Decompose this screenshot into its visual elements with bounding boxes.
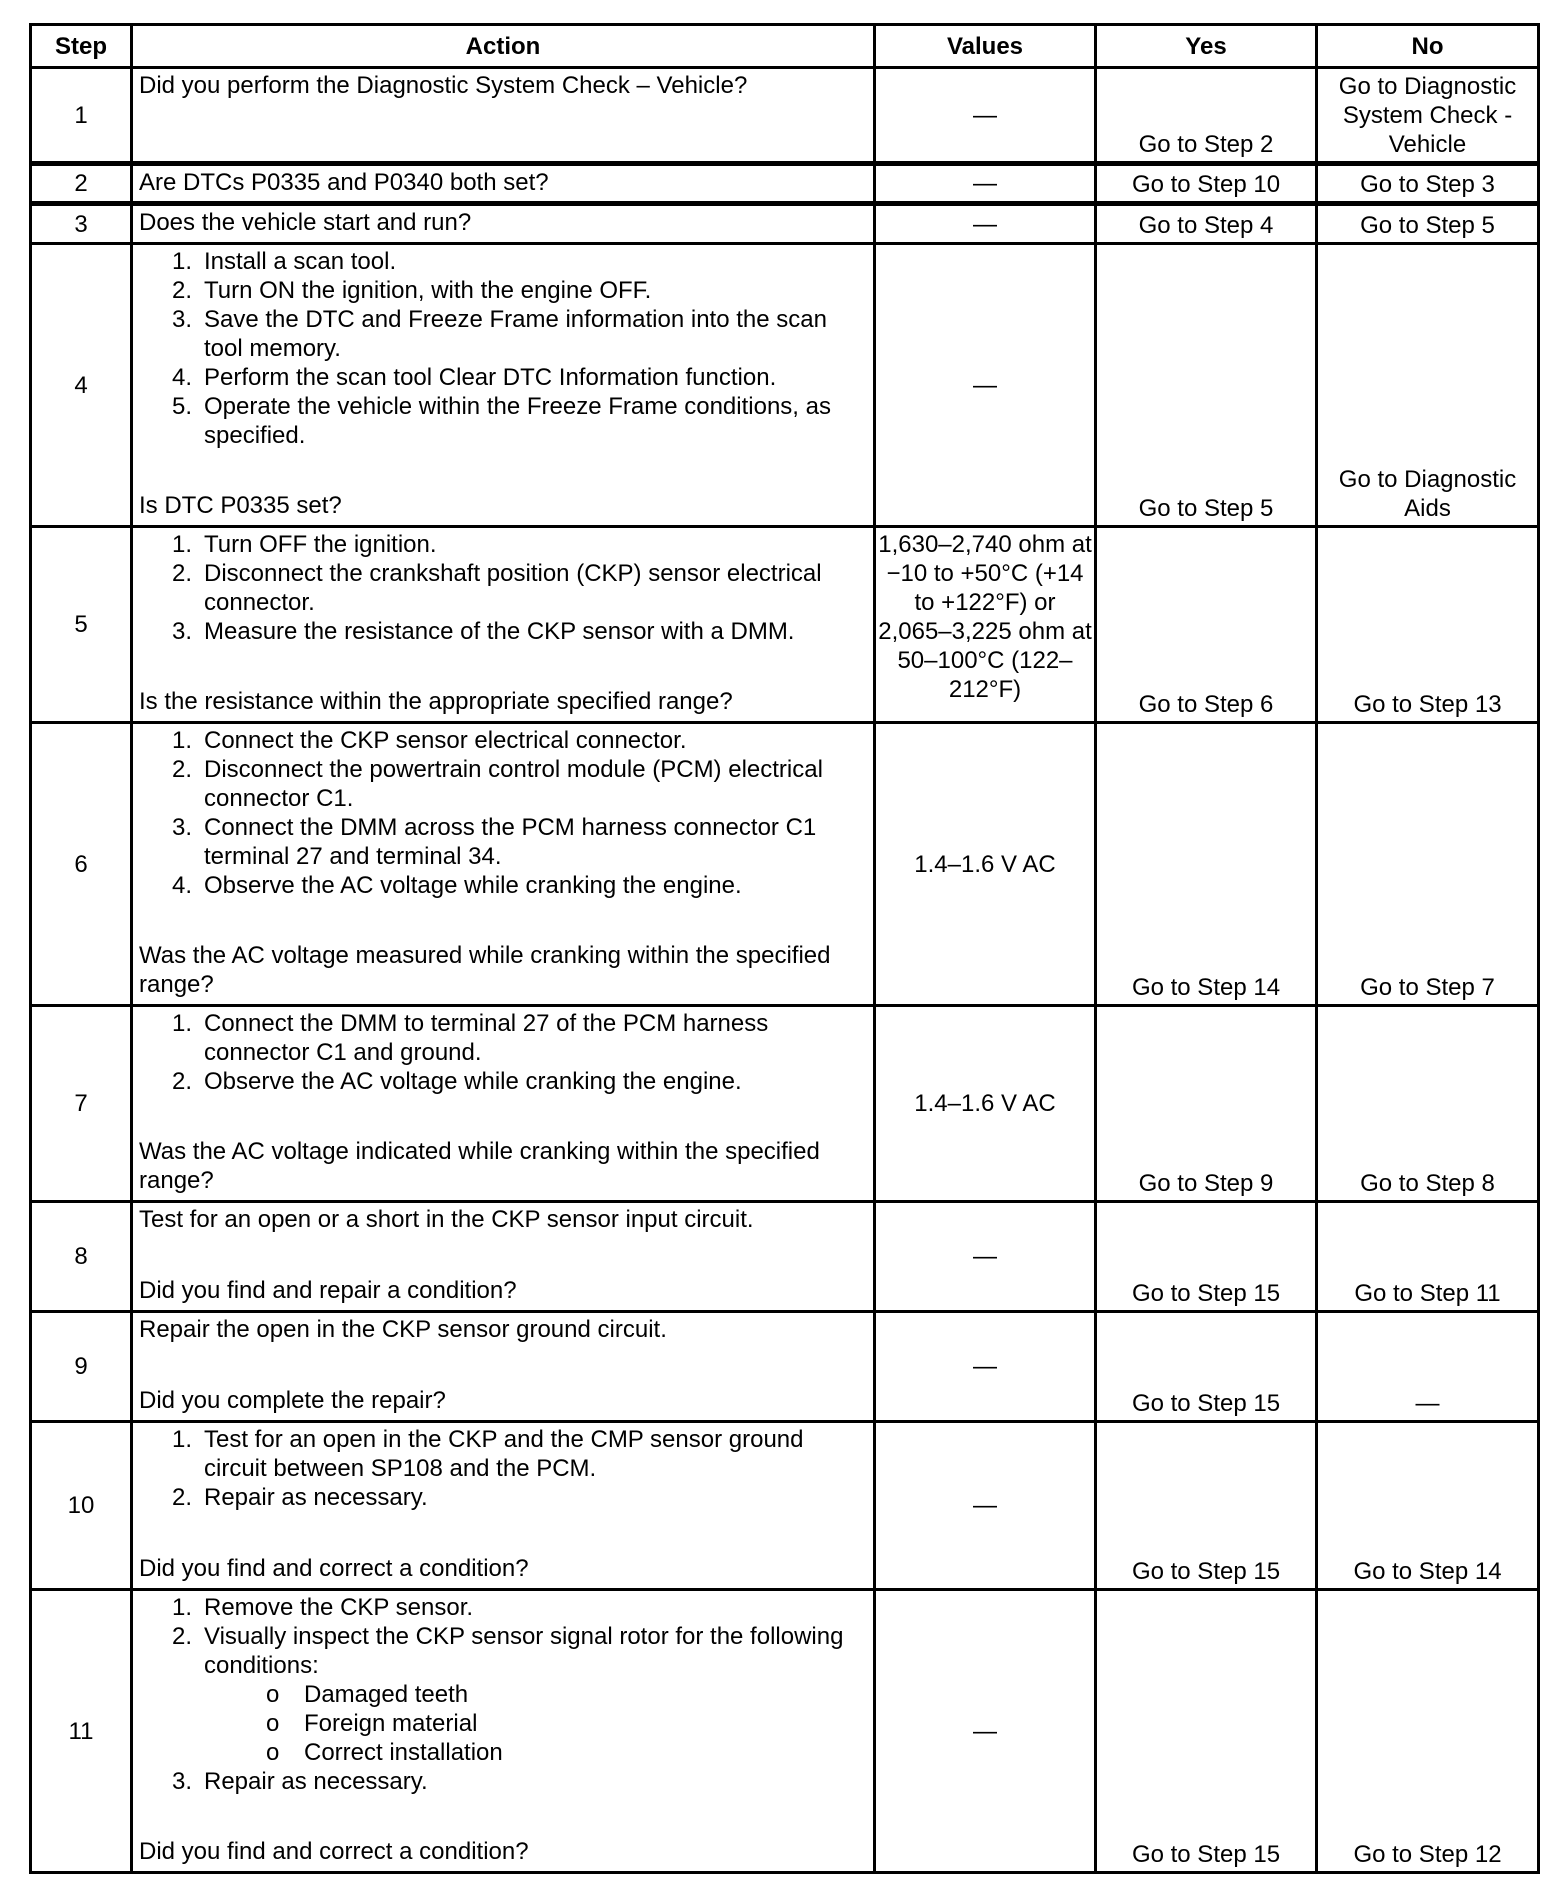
action-spacer	[139, 646, 867, 687]
bullet-icon: o	[266, 1739, 280, 1766]
no-cell: Go to Step 13	[1317, 527, 1539, 723]
table-row	[31, 244, 1539, 527]
table-body	[31, 68, 1539, 1873]
action-content	[139, 247, 867, 520]
action-step-text: Repair as necessary.	[204, 1768, 428, 1795]
action-step-number: 2.	[172, 1068, 193, 1095]
action-step-text: Connect the DMM to terminal 27 of the PCM harness connector C1 and ground.	[204, 1010, 769, 1066]
action-spacer	[139, 1512, 867, 1554]
values-cell: —	[875, 68, 1096, 164]
header-values: Values	[875, 25, 1096, 68]
no-cell: Go to Step 8	[1317, 1006, 1539, 1202]
action-steps	[139, 1009, 867, 1096]
action-question: Is DTC P0335 set?	[139, 492, 342, 519]
action-question: Does the vehicle start and run?	[139, 209, 472, 236]
action-step-number: 1.	[172, 248, 193, 275]
action-steps	[139, 247, 867, 450]
action-content	[139, 530, 867, 716]
action-cell	[132, 1202, 875, 1312]
action-step-number: 2.	[172, 756, 193, 783]
action-step-text: Turn ON the ignition, with the engine OFF.	[204, 277, 652, 304]
action-intro: Test for an open or a short in the CKP sensor input circuit.	[139, 1206, 754, 1233]
action-content	[139, 1425, 867, 1583]
action-question: Did you perform the Diagnostic System Check – Vehicle?	[139, 72, 748, 99]
action-step-text: Operate the vehicle within the Freeze Frame conditions, as specified.	[204, 393, 831, 449]
action-step-number: 3.	[172, 1768, 193, 1795]
action-content	[139, 168, 867, 198]
action-step	[139, 755, 867, 813]
step-cell: 10	[31, 1422, 132, 1590]
yes-cell: Go to Step 6	[1096, 527, 1317, 723]
action-cell	[132, 244, 875, 527]
action-step	[139, 1593, 867, 1622]
step-cell: 9	[31, 1312, 132, 1422]
table-row	[31, 68, 1539, 164]
action-step-text: Connect the DMM across the PCM harness connector C1 terminal 27 and terminal 34.	[204, 814, 817, 870]
step-cell: 11	[31, 1590, 132, 1873]
action-step-number: 1.	[172, 1594, 193, 1621]
table-row	[31, 1590, 1539, 1873]
step-cell: 1	[31, 68, 132, 164]
action-intro: Repair the open in the CKP sensor ground circuit.	[139, 1316, 667, 1343]
no-cell: —	[1317, 1312, 1539, 1422]
action-step-text: Save the DTC and Freeze Frame information into the scan tool memory.	[204, 306, 827, 362]
action-step-text-wrap	[204, 1009, 867, 1067]
values-cell: —	[875, 1202, 1096, 1312]
step-cell: 2	[31, 164, 132, 204]
action-step-text-wrap	[204, 363, 867, 392]
action-step-text: Observe the AC voltage while cranking the engine.	[204, 1068, 742, 1095]
diagnostic-page	[29, 23, 1537, 1874]
values-cell: 1.4–1.6 V AC	[875, 1006, 1096, 1202]
action-step-text-wrap	[204, 530, 867, 559]
yes-cell: Go to Step 4	[1096, 204, 1317, 244]
action-step	[139, 305, 867, 363]
values-cell: —	[875, 1422, 1096, 1590]
table-row	[31, 1202, 1539, 1312]
yes-cell: Go to Step 5	[1096, 244, 1317, 527]
yes-cell: Go to Step 15	[1096, 1312, 1317, 1422]
header-no: No	[1317, 25, 1539, 68]
action-question: Did you find and correct a condition?	[139, 1838, 529, 1865]
condition-list	[204, 1680, 867, 1767]
no-cell: Go to Step 12	[1317, 1590, 1539, 1873]
yes-cell: Go to Step 15	[1096, 1590, 1317, 1873]
action-step	[139, 1622, 867, 1767]
action-step-text-wrap	[204, 305, 867, 363]
condition-item	[204, 1680, 867, 1709]
table-row	[31, 1312, 1539, 1422]
action-step-text-wrap	[204, 1593, 867, 1622]
action-step-number: 2.	[172, 277, 193, 304]
action-step-number: 1.	[172, 531, 193, 558]
action-cell	[132, 1422, 875, 1590]
action-question: Is the resistance within the appropriate specified range?	[139, 688, 733, 715]
action-question: Did you find and repair a condition?	[139, 1277, 517, 1304]
diagnostic-table	[29, 23, 1540, 1874]
action-step-number: 3.	[172, 814, 193, 841]
action-content	[139, 1593, 867, 1866]
action-step-text-wrap	[204, 813, 867, 871]
action-step-number: 1.	[172, 1010, 193, 1037]
no-cell: Go to Step 5	[1317, 204, 1539, 244]
bullet-icon: o	[266, 1710, 280, 1737]
step-cell: 4	[31, 244, 132, 527]
action-step	[139, 276, 867, 305]
action-step	[139, 1009, 867, 1067]
action-steps	[139, 726, 867, 900]
action-step-text-wrap	[204, 392, 867, 450]
condition-item	[204, 1738, 867, 1767]
action-step-number: 3.	[172, 618, 193, 645]
action-content	[139, 208, 867, 238]
action-question: Was the AC voltage measured while cranking within the specified range?	[139, 942, 831, 998]
no-cell: Go to Step 14	[1317, 1422, 1539, 1590]
action-step-number: 4.	[172, 364, 193, 391]
action-step-text: Test for an open in the CKP and the CMP sensor ground circuit between SP108 and the PCM.	[204, 1426, 804, 1482]
action-step	[139, 1767, 867, 1796]
action-step	[139, 1425, 867, 1483]
table-row	[31, 1422, 1539, 1590]
values-cell: 1.4–1.6 V AC	[875, 723, 1096, 1006]
values-cell: —	[875, 204, 1096, 244]
action-step-text-wrap	[204, 1767, 867, 1796]
no-cell: Go to Step 11	[1317, 1202, 1539, 1312]
header-step: Step	[31, 25, 132, 68]
no-cell: Go to Step 7	[1317, 723, 1539, 1006]
action-step-number: 1.	[172, 727, 193, 754]
action-step-text: Perform the scan tool Clear DTC Information function.	[204, 364, 777, 391]
action-step-number: 5.	[172, 393, 193, 420]
action-question: Did you complete the repair?	[139, 1387, 446, 1414]
values-cell: —	[875, 244, 1096, 527]
action-step-text: Visually inspect the CKP sensor signal rotor for the following conditions:	[204, 1623, 844, 1679]
action-step-text: Connect the CKP sensor electrical connector.	[204, 727, 687, 754]
action-steps	[139, 1425, 867, 1512]
action-cell	[132, 723, 875, 1006]
action-step-number: 3.	[172, 306, 193, 333]
action-step-text-wrap	[204, 871, 867, 900]
action-cell	[132, 204, 875, 244]
action-step-text: Measure the resistance of the CKP sensor with a DMM.	[204, 618, 795, 645]
action-step	[139, 813, 867, 871]
values-cell: —	[875, 1590, 1096, 1873]
step-cell: 6	[31, 723, 132, 1006]
step-cell: 5	[31, 527, 132, 723]
values-cell: —	[875, 164, 1096, 204]
action-step-text-wrap	[204, 1622, 867, 1767]
action-content	[139, 726, 867, 999]
action-step	[139, 871, 867, 900]
step-cell: 8	[31, 1202, 132, 1312]
yes-cell: Go to Step 10	[1096, 164, 1317, 204]
action-step-number: 1.	[172, 1426, 193, 1453]
action-step-text-wrap	[204, 247, 867, 276]
action-step-text: Disconnect the crankshaft position (CKP) sensor electrical connector.	[204, 560, 822, 616]
action-spacer	[139, 1344, 867, 1386]
yes-cell: Go to Step 15	[1096, 1202, 1317, 1312]
action-cell	[132, 68, 875, 164]
action-step-text-wrap	[204, 617, 867, 646]
action-cell	[132, 164, 875, 204]
action-content	[139, 1009, 867, 1195]
action-step-text-wrap	[204, 1425, 867, 1483]
yes-cell: Go to Step 9	[1096, 1006, 1317, 1202]
action-steps	[139, 1593, 867, 1796]
yes-cell: Go to Step 2	[1096, 68, 1317, 164]
action-cell	[132, 1590, 875, 1873]
values-cell: —	[875, 1312, 1096, 1422]
action-step	[139, 392, 867, 450]
action-step	[139, 617, 867, 646]
action-step-text-wrap	[204, 1483, 867, 1512]
step-cell: 3	[31, 204, 132, 244]
header-yes: Yes	[1096, 25, 1317, 68]
action-step-text-wrap	[204, 1067, 867, 1096]
condition-item	[204, 1709, 867, 1738]
no-cell: Go to Diagnostic System Check - Vehicle	[1317, 68, 1539, 164]
action-step	[139, 559, 867, 617]
yes-cell: Go to Step 15	[1096, 1422, 1317, 1590]
action-step-number: 2.	[172, 1484, 193, 1511]
action-content	[139, 71, 867, 157]
no-cell: Go to Step 3	[1317, 164, 1539, 204]
action-step-text: Install a scan tool.	[204, 248, 397, 275]
action-spacer	[139, 1234, 867, 1276]
values-cell: 1,630–2,740 ohm at −10 to +50°C (+14 to +122°F) or 2,065–3,225 ohm at 50–100°C (122–212°F)	[875, 527, 1096, 723]
action-step-number: 4.	[172, 872, 193, 899]
step-cell: 7	[31, 1006, 132, 1202]
action-steps	[139, 530, 867, 646]
yes-cell: Go to Step 14	[1096, 723, 1317, 1006]
action-step	[139, 530, 867, 559]
no-cell: Go to Diagnostic Aids	[1317, 244, 1539, 527]
action-spacer	[139, 1796, 867, 1837]
bullet-icon: o	[266, 1681, 280, 1708]
action-step-text-wrap	[204, 276, 867, 305]
action-content	[139, 1315, 867, 1415]
action-step-text: Observe the AC voltage while cranking the engine.	[204, 872, 742, 899]
action-content	[139, 1205, 867, 1305]
action-step-text: Turn OFF the ignition.	[204, 531, 437, 558]
table-row	[31, 527, 1539, 723]
action-question: Are DTCs P0335 and P0340 both set?	[139, 169, 549, 196]
action-step	[139, 247, 867, 276]
action-cell	[132, 527, 875, 723]
action-step-text-wrap	[204, 559, 867, 617]
action-step-text: Remove the CKP sensor.	[204, 1594, 474, 1621]
table-row	[31, 164, 1539, 204]
action-spacer	[139, 450, 867, 491]
action-step	[139, 726, 867, 755]
header-action: Action	[132, 25, 875, 68]
table-row	[31, 723, 1539, 1006]
action-step-text: Disconnect the powertrain control module (PCM) electrical connector C1.	[204, 756, 823, 812]
action-step-text-wrap	[204, 755, 867, 813]
action-spacer	[139, 900, 867, 941]
action-step	[139, 1483, 867, 1512]
action-spacer	[139, 1096, 867, 1137]
action-step-number: 2.	[172, 1623, 193, 1650]
header-row	[31, 25, 1539, 68]
action-question: Was the AC voltage indicated while cranking within the specified range?	[139, 1138, 820, 1194]
action-step-text: Repair as necessary.	[204, 1484, 428, 1511]
action-step-number: 2.	[172, 560, 193, 587]
action-step	[139, 1067, 867, 1096]
action-cell	[132, 1006, 875, 1202]
table-row	[31, 204, 1539, 244]
action-step	[139, 363, 867, 392]
table-row	[31, 1006, 1539, 1202]
condition-text: Correct installation	[304, 1739, 503, 1766]
condition-text: Damaged teeth	[304, 1681, 469, 1708]
action-step-text-wrap	[204, 726, 867, 755]
action-question: Did you find and correct a condition?	[139, 1555, 529, 1582]
action-cell	[132, 1312, 875, 1422]
condition-text: Foreign material	[304, 1710, 478, 1737]
